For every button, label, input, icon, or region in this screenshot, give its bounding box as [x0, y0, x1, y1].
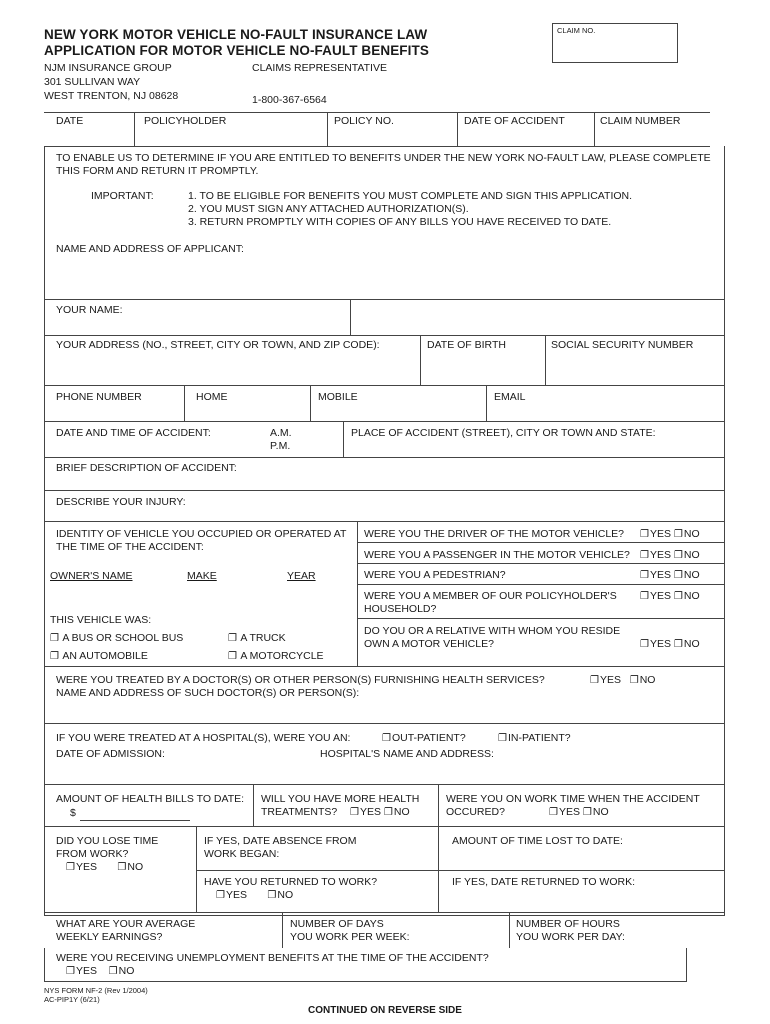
hospital-name-address-label[interactable]: HOSPITAL'S NAME AND ADDRESS: [320, 748, 494, 760]
pm-label[interactable]: P.M. [270, 440, 291, 452]
q-passenger-yes-no[interactable]: ❐YES ❐NO [640, 549, 700, 561]
in-patient-option[interactable]: ❐IN-PATIENT? [498, 732, 571, 744]
q-hospital-label: IF YOU WERE TREATED AT A HOSPITAL(S), WERE YOU AN: [56, 732, 351, 744]
applicant-name-address-label[interactable]: NAME AND ADDRESS OF APPLICANT: [56, 243, 244, 255]
q-member-line2: HOUSEHOLD? [364, 603, 437, 615]
checkbox-icon[interactable]: ❐ [382, 733, 391, 744]
lose-time-yes-no[interactable]: ❐YES ❐NO [66, 861, 144, 873]
vehicle-identity-line2: THE TIME OF THE ACCIDENT: [56, 541, 204, 553]
form-title-line1: NEW YORK MOTOR VEHICLE NO-FAULT INSURANCE LAW [44, 27, 428, 42]
weekly-earnings-line2[interactable]: WEEKLY EARNINGS? [56, 931, 163, 943]
work-time-line2: OCCURED? [446, 806, 505, 818]
form-title-line2: APPLICATION FOR MOTOR VEHICLE NO-FAULT BENEFITS [44, 43, 429, 58]
checkbox-icon[interactable]: ❐ [640, 550, 649, 561]
dollar-sign: $ [70, 807, 76, 819]
describe-injury-label[interactable]: DESCRIBE YOUR INJURY: [56, 496, 186, 508]
q-pedestrian-yes-no[interactable]: ❐YES ❐NO [640, 569, 700, 581]
intro-line2: THIS FORM AND RETURN IT PROMPTLY. [56, 165, 259, 177]
claim-no-box[interactable] [552, 23, 678, 63]
q-doctor-label: WERE YOU TREATED BY A DOCTOR(S) OR OTHER PERSON(S) FURNISHING HEALTH SERVICES? [56, 674, 545, 686]
email-label[interactable]: EMAIL [494, 391, 526, 403]
checkbox-icon[interactable]: ❐ [549, 807, 558, 818]
checkbox-icon[interactable]: ❐ [673, 550, 683, 561]
doctor-name-address-label[interactable]: NAME AND ADDRESS OF SUCH DOCTOR(S) OR PERSON(S): [56, 687, 360, 699]
year-label[interactable]: YEAR [287, 570, 316, 582]
out-patient-option[interactable]: ❐OUT-PATIENT? [382, 732, 466, 744]
ssn-label[interactable]: SOCIAL SECURITY NUMBER [551, 339, 694, 351]
amount-time-lost-label[interactable]: AMOUNT OF TIME LOST TO DATE: [452, 835, 623, 847]
brief-description-label[interactable]: BRIEF DESCRIPTION OF ACCIDENT: [56, 462, 237, 474]
q-relative-line2: OWN A MOTOR VEHICLE? [364, 638, 494, 650]
important-label: IMPORTANT: [91, 190, 154, 202]
top-policy-no-label[interactable]: POLICY NO. [334, 115, 394, 127]
days-per-week-line1: NUMBER OF DAYS [290, 918, 384, 930]
checkbox-icon[interactable]: ❐ [640, 591, 649, 602]
checkbox-icon[interactable]: ❐ [673, 639, 683, 650]
checkbox-icon[interactable]: ❐ [216, 890, 225, 901]
top-policyholder-label[interactable]: POLICYHOLDER [144, 115, 227, 127]
days-per-week-line2[interactable]: YOU WORK PER WEEK: [290, 931, 410, 943]
more-treatments-line2: TREATMENTS? [261, 806, 338, 818]
work-time-line1: WERE YOU ON WORK TIME WHEN THE ACCIDENT [446, 793, 700, 805]
intro-line1: TO ENABLE US TO DETERMINE IF YOU ARE ENTITLED TO BENEFITS UNDER THE NEW YORK NO-FAULT LAW, PLEASE COMPLETE [56, 152, 711, 164]
checkbox-icon[interactable]: ❐ [66, 966, 75, 977]
important-item-1: 1. TO BE ELIGIBLE FOR BENEFITS YOU MUST COMPLETE AND SIGN THIS APPLICATION. [188, 190, 633, 202]
claims-rep-label: CLAIMS REPRESENTATIVE [252, 62, 387, 74]
claim-no-label: CLAIM NO. [557, 26, 596, 35]
q-pedestrian-label: WERE YOU A PEDESTRIAN? [364, 569, 506, 581]
checkbox-icon[interactable]: ❐ [350, 807, 359, 818]
lose-time-line2: FROM WORK? [56, 848, 129, 860]
absence-line1: IF YES, DATE ABSENCE FROM [204, 835, 357, 847]
top-date-of-accident-label[interactable]: DATE OF ACCIDENT [464, 115, 565, 127]
checkbox-icon[interactable]: ❐ [228, 633, 237, 644]
q-member-line1: WERE YOU A MEMBER OF OUR POLICYHOLDER'S [364, 590, 617, 602]
q-member-yes-no[interactable]: ❐YES ❐NO [640, 590, 700, 602]
this-vehicle-was-label: THIS VEHICLE WAS: [50, 614, 152, 626]
checkbox-icon[interactable]: ❐ [629, 675, 639, 686]
date-of-admission-label[interactable]: DATE OF ADMISSION: [56, 748, 165, 760]
checkbox-icon[interactable]: ❐ [50, 633, 59, 644]
your-address-label[interactable]: YOUR ADDRESS (NO., STREET, CITY OR TOWN, AND ZIP CODE): [56, 339, 380, 351]
vehicle-identity-line1: IDENTITY OF VEHICLE YOU OCCUPIED OR OPERATED AT [56, 528, 347, 540]
vehicle-type-truck[interactable]: ❐ A TRUCK [228, 632, 286, 644]
am-label[interactable]: A.M. [270, 427, 292, 439]
insurer-city: WEST TRENTON, NJ 08628 [44, 90, 179, 102]
unemployment-label: WERE YOU RECEIVING UNEMPLOYMENT BENEFITS AT THE TIME OF THE ACCIDENT? [56, 952, 489, 964]
checkbox-icon[interactable]: ❐ [673, 570, 683, 581]
form-code: AC-PIP1Y (6/21) [44, 995, 100, 1004]
mobile-phone-label[interactable]: MOBILE [318, 391, 358, 403]
checkbox-icon[interactable]: ❐ [640, 639, 649, 650]
claims-rep-phone: 1-800-367-6564 [252, 94, 327, 106]
checkbox-icon[interactable]: ❐ [66, 862, 75, 873]
more-treatments-yes-no[interactable]: ❐YES ❐NO [350, 806, 410, 818]
returned-to-work-yes-no[interactable]: ❐YES ❐NO [216, 889, 294, 901]
checkbox-icon[interactable]: ❐ [582, 807, 592, 818]
checkbox-icon[interactable]: ❐ [640, 570, 649, 581]
checkbox-icon[interactable]: ❐ [228, 651, 237, 662]
q-driver-yes-no[interactable]: ❐YES ❐NO [640, 528, 700, 540]
continued-reverse: CONTINUED ON REVERSE SIDE [308, 1005, 462, 1016]
checkbox-icon[interactable]: ❐ [267, 890, 277, 901]
weekly-earnings-line1: WHAT ARE YOUR AVERAGE [56, 918, 196, 930]
date-of-birth-label[interactable]: DATE OF BIRTH [427, 339, 506, 351]
insurer-name: NJM INSURANCE GROUP [44, 62, 172, 74]
owners-name-label[interactable]: OWNER'S NAME [50, 570, 133, 582]
q-passenger-label: WERE YOU A PASSENGER IN THE MOTOR VEHICLE? [364, 549, 630, 561]
q-driver-label: WERE YOU THE DRIVER OF THE MOTOR VEHICLE? [364, 528, 625, 540]
vehicle-type-bus[interactable]: ❐ A BUS OR SCHOOL BUS [50, 632, 184, 644]
your-name-label[interactable]: YOUR NAME: [56, 304, 123, 316]
checkbox-icon[interactable]: ❐ [383, 807, 393, 818]
top-date-label[interactable]: DATE [56, 115, 84, 127]
accident-date-time-label[interactable]: DATE AND TIME OF ACCIDENT: [56, 427, 211, 439]
checkbox-icon[interactable]: ❐ [673, 529, 683, 540]
unemployment-yes-no[interactable]: ❐YES ❐NO [66, 965, 135, 977]
absence-line2[interactable]: WORK BEGAN: [204, 848, 280, 860]
insurer-street: 301 SULLIVAN WAY [44, 76, 141, 88]
more-treatments-line1: WILL YOU HAVE MORE HEALTH [261, 793, 420, 805]
checkbox-icon[interactable]: ❐ [108, 966, 118, 977]
checkbox-icon[interactable]: ❐ [117, 862, 127, 873]
lose-time-line1: DID YOU LOSE TIME [56, 835, 159, 847]
make-label[interactable]: MAKE [187, 570, 217, 582]
checkbox-icon[interactable]: ❐ [590, 675, 599, 686]
q-relative-yes-no[interactable]: ❐YES ❐NO [640, 638, 700, 650]
date-returned-label[interactable]: IF YES, DATE RETURNED TO WORK: [452, 876, 635, 888]
home-phone-label[interactable]: HOME [196, 391, 228, 403]
hours-per-day-line2[interactable]: YOU WORK PER DAY: [516, 931, 625, 943]
hours-per-day-line1: NUMBER OF HOURS [516, 918, 620, 930]
health-bills-amount-label: AMOUNT OF HEALTH BILLS TO DATE: [56, 793, 245, 805]
accident-place-label[interactable]: PLACE OF ACCIDENT (STREET), CITY OR TOWN AND STATE: [351, 427, 656, 439]
vehicle-type-motorcycle[interactable]: ❐ A MOTORCYCLE [228, 650, 324, 662]
important-item-3: 3. RETURN PROMPTLY WITH COPIES OF ANY BILLS YOU HAVE RECEIVED TO DATE. [188, 216, 612, 228]
health-bills-amount-field[interactable] [80, 820, 190, 821]
q-relative-line1: DO YOU OR A RELATIVE WITH WHOM YOU RESIDE [364, 625, 621, 637]
top-claim-number-label[interactable]: CLAIM NUMBER [600, 115, 681, 127]
q-doctor-yes-no[interactable]: ❐YES ❐NO [590, 674, 656, 686]
vehicle-type-automobile[interactable]: ❐ AN AUTOMOBILE [50, 650, 148, 662]
returned-to-work-label: HAVE YOU RETURNED TO WORK? [204, 876, 378, 888]
checkbox-icon[interactable]: ❐ [498, 733, 507, 744]
checkbox-icon[interactable]: ❐ [50, 651, 59, 662]
important-item-2: 2. YOU MUST SIGN ANY ATTACHED AUTHORIZATION(S). [188, 203, 469, 215]
checkbox-icon[interactable]: ❐ [673, 591, 683, 602]
form-id: NYS FORM NF-2 (Rev 1/2004) [44, 986, 148, 995]
work-time-yes-no[interactable]: ❐YES ❐NO [549, 806, 609, 818]
checkbox-icon[interactable]: ❐ [640, 529, 649, 540]
phone-number-label: PHONE NUMBER [56, 391, 142, 403]
